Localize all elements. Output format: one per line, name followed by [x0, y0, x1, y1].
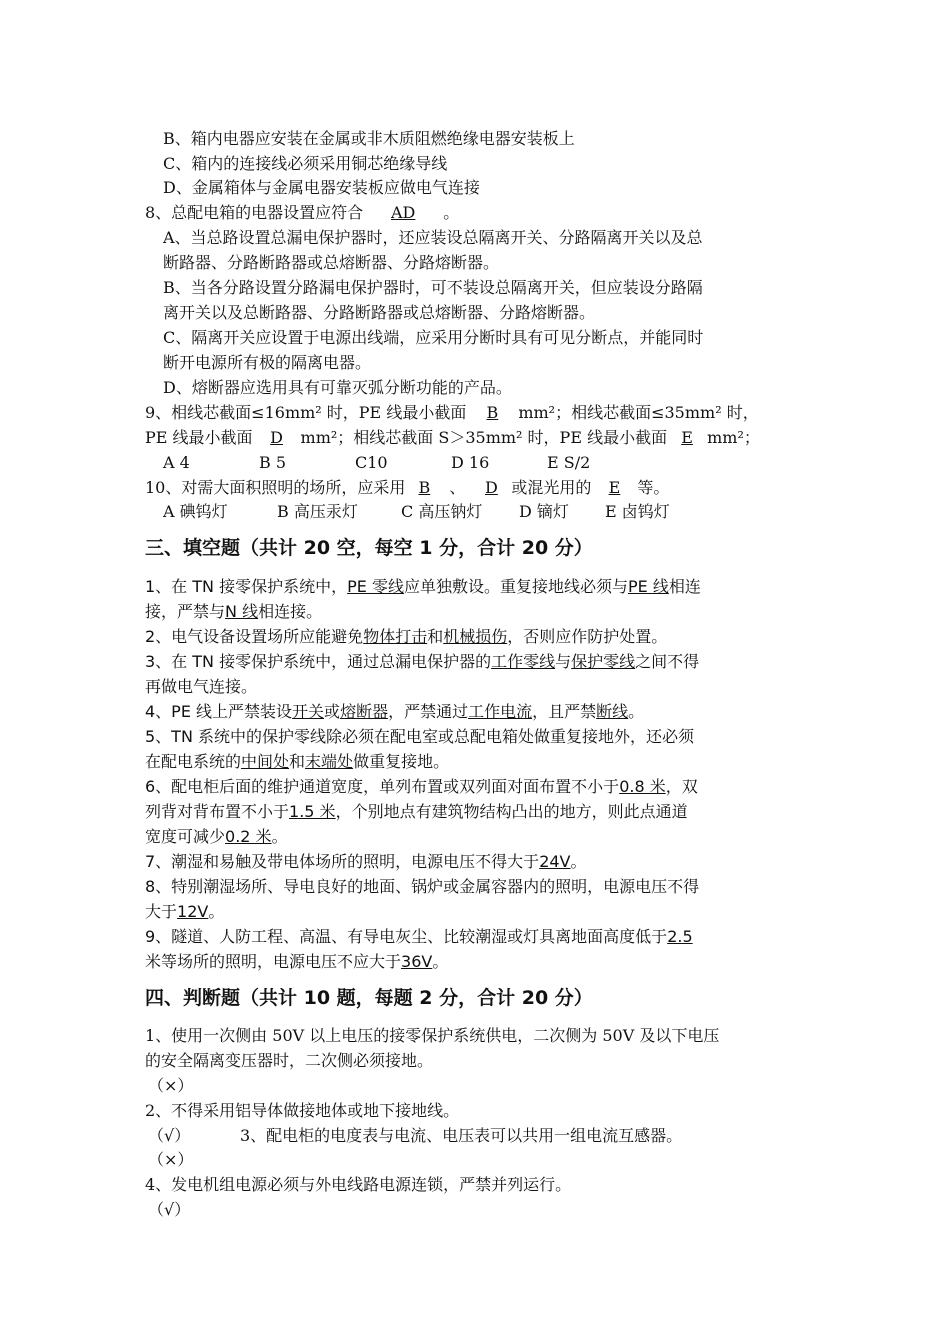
- q9-options: [163, 451, 590, 475]
- fill-answer: 0.2 米: [225, 827, 272, 846]
- q10-answer-2: D: [484, 478, 498, 497]
- fill-5-line1: 5、TN 系统中的保护零线除必须在配电室或总配电箱处做重复接地外，还必须: [145, 727, 695, 746]
- q8-option-c-line1: C、隔离开关应设置于电源出线端，应采用分断时具有可见分断点，并能同时: [163, 328, 704, 347]
- q10-options: [163, 500, 670, 524]
- judge-4: 4、发电机组电源必须与外电线路电源连锁，严禁并列运行。: [145, 1175, 572, 1194]
- q9-answer-1: B: [486, 403, 499, 422]
- q9-option: C10: [355, 453, 388, 472]
- q9-option: E S/2: [547, 453, 591, 472]
- fill-answer: 机械损伤: [443, 627, 508, 646]
- fill-answer: 中间处: [241, 752, 290, 771]
- fill-answer: 工作电流: [468, 702, 533, 721]
- fill-answer: 开关: [292, 702, 325, 721]
- fill-answer: 0.8 米: [619, 777, 666, 796]
- q10-answer-1: B: [418, 478, 431, 497]
- fill-8-line2: 大于12V。: [145, 902, 225, 921]
- q8-option-d: D、熔断器应选用具有可靠灭弧分断功能的产品。: [163, 378, 512, 397]
- fill-3-line2: 再做电气连接。: [145, 677, 258, 696]
- q7-option-b: B、箱内电器应安装在金属或非木质阻燃绝缘电器安装板上: [163, 129, 575, 148]
- fill-answer: PE 线: [627, 577, 669, 596]
- fill-6-line3: 宽度可减少0.2 米。: [145, 827, 288, 846]
- fill-answer: 工作零线: [491, 652, 556, 671]
- q9-option: D 16: [451, 453, 490, 472]
- fill-3-line1: 3、在 TN 接零保护系统中，通过总漏电保护器的工作零线与保护零线之间不得: [145, 652, 700, 671]
- q10-option: C 高压钠灯: [401, 502, 483, 521]
- q8-option-b-line2: 离开关以及总断路器、分路断路器或总熔断器、分路熔断器。: [163, 303, 596, 322]
- q8-answer: AD: [390, 203, 416, 222]
- q9-option: A 4: [163, 453, 190, 472]
- q10-option: B 高压汞灯: [277, 502, 358, 521]
- q10-stem: 10、对需大面积照明的场所，应采用 B 、 D 或混光用的 E 等。: [145, 476, 669, 500]
- judge-1-answer: （×）: [148, 1076, 194, 1095]
- fill-answer: 物体打击: [363, 627, 428, 646]
- q9-answer-3: E: [681, 428, 693, 447]
- judge-3: 3、配电柜的电度表与电流、电压表可以共用一组电流互感器。: [240, 1126, 683, 1145]
- section-4-heading: 四、判断题（共计 10 题，每题 2 分，合计 20 分）: [145, 987, 593, 1009]
- q8-option-a-line1: A、当总路设置总漏电保护器时，还应装设总隔离开关、分路隔离开关以及总: [163, 228, 703, 247]
- q10-option: E 卤钨灯: [605, 502, 670, 521]
- fill-answer: 熔断器: [340, 702, 389, 721]
- section-3-heading: 三、填空题（共计 20 空，每空 1 分，合计 20 分）: [145, 537, 593, 559]
- judge-4-answer: （√）: [148, 1200, 191, 1219]
- judge-2: 2、不得采用铝导体做接地体或地下接地线。: [145, 1101, 460, 1120]
- fill-4: 4、PE 线上严禁装设开关或熔断器，严禁通过工作电流，且严禁断线。: [145, 702, 645, 721]
- judge-2-answer: （√）: [148, 1126, 191, 1145]
- fill-1-line2: 接，严禁与N 线相连接。: [145, 602, 323, 621]
- fill-5-line2: 在配电系统的中间处和末端处做重复接地。: [145, 752, 450, 771]
- fill-9-line1: 9、隧道、人防工程、高温、有导电灰尘、比较潮湿或灯具离地面高度低于2.5: [145, 927, 693, 946]
- q9-stem-line2: PE 线最小截面 D mm²；相线芯截面 S＞35mm² 时，PE 线最小截面 E mm²；: [145, 426, 760, 450]
- q9-answer-2: D: [270, 428, 283, 447]
- q9-option: B 5: [259, 453, 287, 472]
- judge-1-line1: 1、使用一次侧由 50V 以上电压的接零保护系统供电，二次侧为 50V 及以下电压: [145, 1026, 720, 1045]
- fill-2: 2、电气设备设置场所应能避免物体打击和机械损伤，否则应作防护处置。: [145, 627, 668, 646]
- fill-answer: 保护零线: [571, 652, 636, 671]
- q8-option-c-line2: 断开电源所有极的隔离电器。: [163, 353, 372, 372]
- fill-answer: N 线: [225, 602, 259, 621]
- fill-6-line1: 6、配电柜后面的维护通道宽度，单列布置或双列面对面布置不小于0.8 米，双: [145, 777, 698, 796]
- fill-7: 7、潮湿和易触及带电体场所的照明，电源电压不得大于24V。: [145, 852, 587, 871]
- fill-answer: 末端处: [305, 752, 354, 771]
- q9-stem-line1: 9、相线芯截面≤16mm² 时，PE 线最小截面 B mm²；相线芯截面≤35mm² 时，: [145, 401, 759, 425]
- judge-1-line2: 的安全隔离变压器时，二次侧必须接地。: [145, 1051, 434, 1070]
- fill-answer: 36V: [401, 952, 433, 971]
- fill-8-line1: 8、特别潮湿场所、导电良好的地面、锅炉或金属容器内的照明，电源电压不得: [145, 877, 700, 896]
- q8-stem: 8、总配电箱的电器设置应符合 AD 。: [145, 201, 459, 225]
- q8-option-b-line1: B、当各分路设置分路漏电保护器时，可不装设总隔离开关，但应装设分路隔: [163, 278, 703, 297]
- q10-answer-3: E: [608, 478, 621, 497]
- judge-3-answer: （×）: [148, 1150, 194, 1169]
- fill-6-line2: 列背对背布置不小于1.5 米，个别地点有建筑物结构凸出的地方，则此点通道: [145, 802, 688, 821]
- fill-answer: 1.5 米: [289, 802, 336, 821]
- q8-option-a-line2: 断路器、分路断路器或总熔断器、分路熔断器。: [163, 253, 500, 272]
- fill-1-line1: 1、在 TN 接零保护系统中，PE 零线应单独敷设。重复接地线必须与PE 线相连: [145, 577, 701, 596]
- fill-answer: 2.5: [667, 927, 693, 946]
- fill-answer: 24V: [539, 852, 571, 871]
- fill-9-line2: 米等场所的照明，电源电压不应大于36V。: [145, 952, 449, 971]
- q7-option-d: D、金属箱体与金属电器安装板应做电气连接: [163, 178, 480, 197]
- q7-option-c: C、箱内的连接线必须采用铜芯绝缘导线: [163, 154, 448, 173]
- fill-answer: 12V: [177, 902, 209, 921]
- fill-answer: 断线: [596, 702, 629, 721]
- q10-option: A 碘钨灯: [163, 502, 228, 521]
- q10-option: D 镝灯: [519, 502, 569, 521]
- fill-answer: PE 零线: [347, 577, 404, 596]
